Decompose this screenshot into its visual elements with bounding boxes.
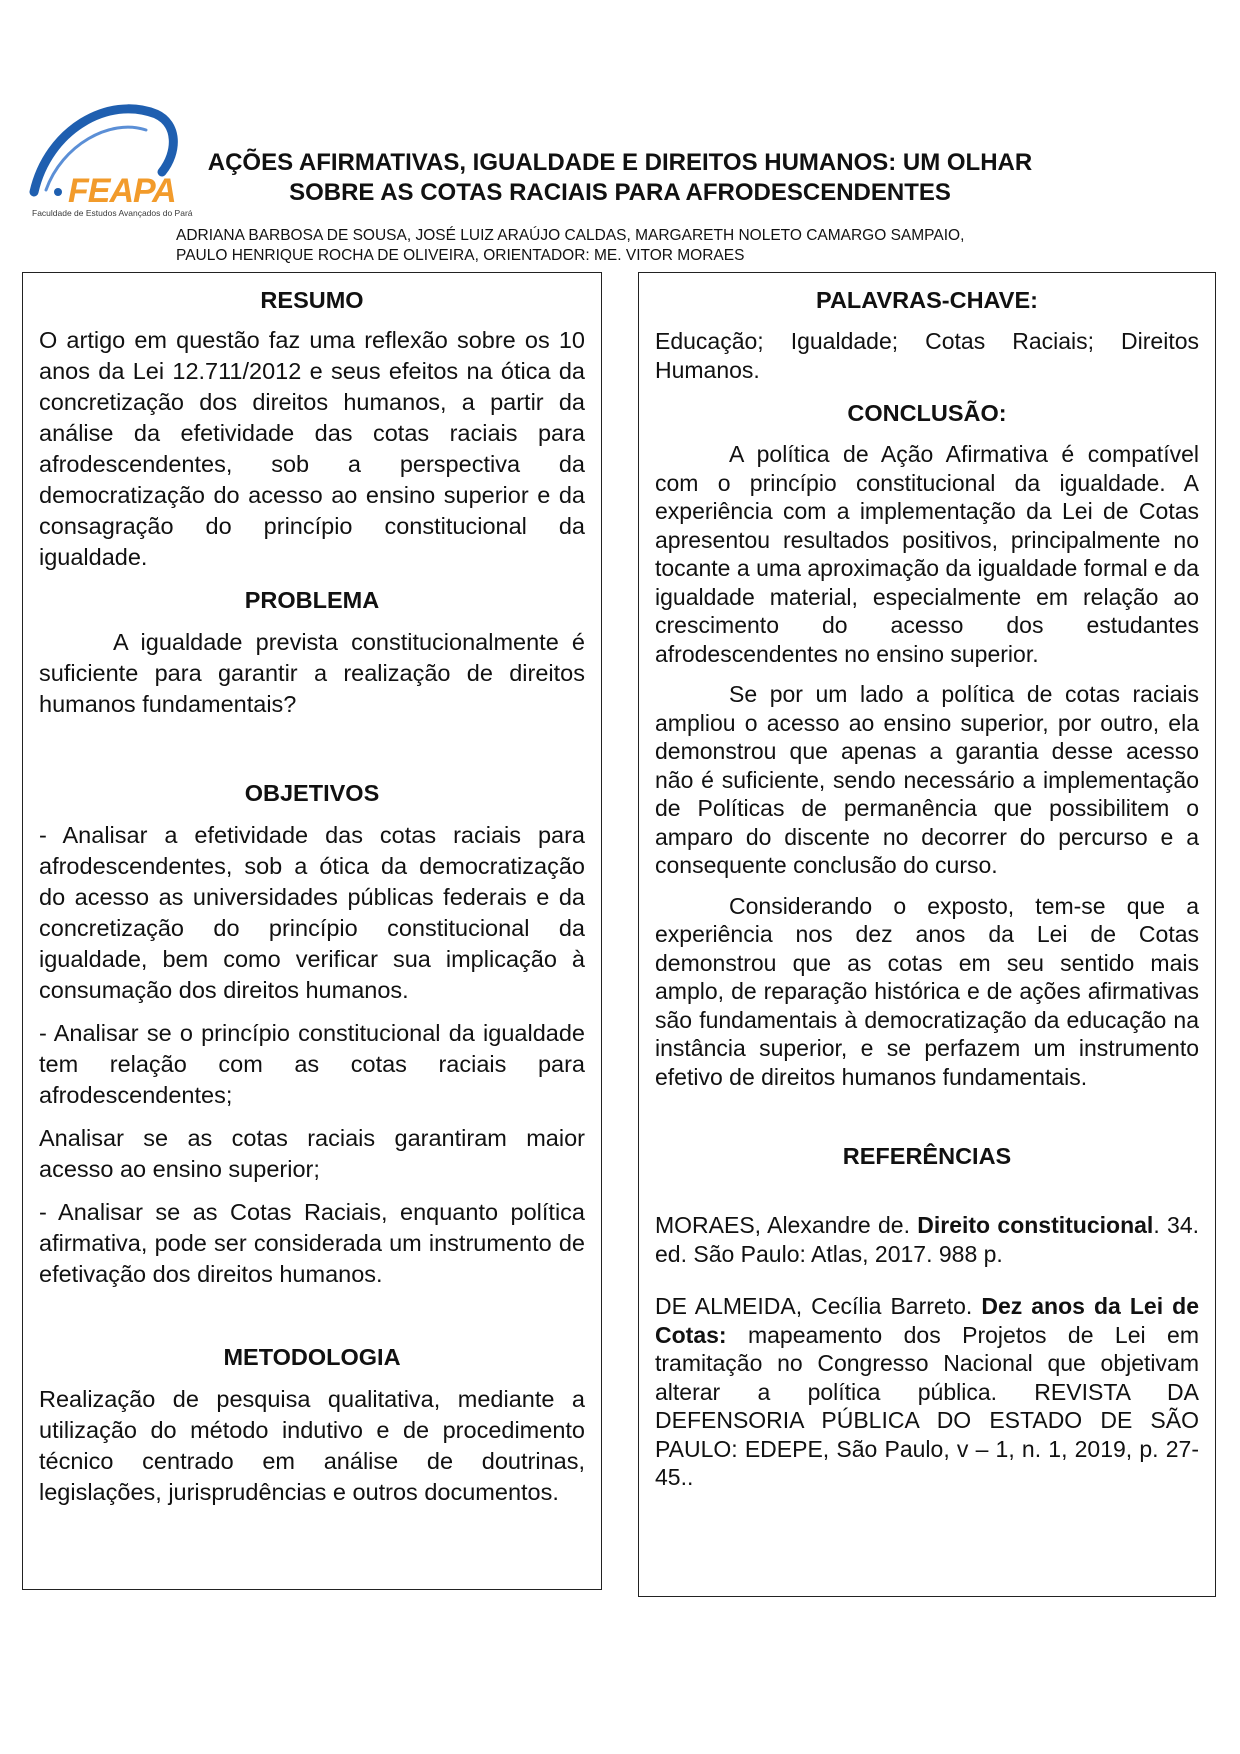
metodologia-text: Realização de pesquisa qualitativa, mediante a utilização do método indutivo e de procedimento técnico centrado em análise de doutrinas, legislações, jurisprudências e outros documentos. bbox=[39, 1386, 585, 1505]
conclusao-heading: CONCLUSÃO: bbox=[847, 400, 1007, 426]
logo-subtitle: Faculdade de Estudos Avançados do Pará bbox=[32, 208, 193, 218]
authors-line-1: ADRIANA BARBOSA DE SOUSA, JOSÉ LUIZ ARAÚJO CALDAS, MARGARETH NOLETO CAMARGO SAMPAIO, bbox=[176, 227, 965, 244]
logo-wordmark: FEAPA bbox=[68, 172, 176, 210]
page-title bbox=[180, 148, 1060, 208]
reference-details: . 34. ed. São Paulo: Atlas, 2017. 988 p. bbox=[655, 1212, 1199, 1267]
objetivos-heading: OBJETIVOS bbox=[244, 780, 380, 806]
conclusao-paragraph: A política de Ação Afirmativa é compatível com o princípio constitucional da igualdade. A experiência com a implementação da Lei de Cotas apresentou resultados positivos, principalmente no tocante a uma aproximação da igualdade formal e da igualdade material, especialmente em relação ao crescimento do acesso dos estudantes afrodescendentes no ensino superior. bbox=[655, 441, 1199, 667]
resumo-heading: RESUMO bbox=[260, 287, 364, 313]
reference-item bbox=[655, 1211, 1199, 1268]
objetivo-item: - Analisar se as Cotas Raciais, enquanto política afirmativa, pode ser considerada um instrumento de efetivação dos direitos humanos. bbox=[39, 1199, 585, 1287]
reference-title: Dez anos da Lei de Cotas: bbox=[655, 1293, 1199, 1348]
title-line-2: SOBRE AS COTAS RACIAIS PARA AFRODESCENDENTES bbox=[289, 179, 951, 206]
conclusao-paragraph: Se por um lado a política de cotas raciais ampliou o acesso ao ensino superior, por outro, ela demonstrou que apenas a garantia desse acesso não é suficiente, sendo necessário a implementação de Políticas de permanência que possibilitem o amparo do discente no decorrer do percurso e a consequente conclusão do curso. bbox=[655, 681, 1199, 878]
palavras-chave-text: Educação; Igualdade; Cotas Raciais; Direitos Humanos. bbox=[655, 328, 1199, 383]
reference-details: mapeamento dos Projetos de Lei em tramitação no Congresso Nacional que objetivam alterar a política pública. REVISTA DA DEFENSORIA PÚBLICA DO ESTADO DE SÃO PAULO: EDEPE, São Paulo, v – 1, n. 1, 2019, p. 27-45.. bbox=[655, 1321, 1199, 1490]
left-column-box bbox=[22, 272, 602, 1590]
resumo-text: O artigo em questão faz uma reflexão sobre os 10 anos da Lei 12.711/2012 e seus efeitos na ótica da concretização dos direitos humanos, a partir da análise da efetividade das cotas raciais para afrodescendentes, sob a perspectiva da democratização do acesso ao ensino superior e da consagração do princípio constitucional da igualdade. bbox=[39, 327, 585, 570]
objetivo-item: - Analisar a efetividade das cotas raciais para afrodescendentes, sob a ótica da democratização do acesso as universidades públicas federais e da concretização do princípio constitucional da igualdade, bem como verificar sua implicação à consumação dos direitos humanos. bbox=[39, 822, 585, 1003]
right-column-box bbox=[638, 272, 1216, 1597]
palavras-chave-heading: PALAVRAS-CHAVE: bbox=[816, 287, 1038, 313]
reference-item bbox=[655, 1292, 1199, 1492]
authors-line-2: PAULO HENRIQUE ROCHA DE OLIVEIRA, ORIENTADOR: ME. VITOR MORAES bbox=[176, 247, 745, 264]
objetivo-item: - Analisar se o princípio constitucional da igualdade tem relação com as cotas raciais para afrodescendentes; bbox=[39, 1020, 585, 1108]
objetivo-item: Analisar se as cotas raciais garantiram maior acesso ao ensino superior; bbox=[39, 1125, 585, 1182]
feapa-logo bbox=[28, 100, 193, 220]
referencias-heading: REFERÊNCIAS bbox=[842, 1143, 1012, 1169]
reference-title: Direito constitucional bbox=[917, 1212, 1154, 1238]
problema-heading: PROBLEMA bbox=[244, 587, 380, 613]
reference-author: MORAES, Alexandre de. bbox=[655, 1212, 918, 1238]
reference-author: DE ALMEIDA, Cecília Barreto. bbox=[655, 1293, 982, 1319]
authors bbox=[176, 226, 1076, 266]
problema-text: A igualdade prevista constitucionalmente é suficiente para garantir a realização de direitos humanos fundamentais? bbox=[39, 629, 585, 717]
metodologia-heading: METODOLOGIA bbox=[223, 1344, 401, 1370]
title-line-1: AÇÕES AFIRMATIVAS, IGUALDADE E DIREITOS HUMANOS: UM OLHAR bbox=[207, 149, 1033, 176]
conclusao-paragraph: Considerando o exposto, tem-se que a experiência nos dez anos da Lei de Cotas demonstrou que as cotas em seu sentido mais amplo, de reparação histórica e de ações afirmativas são fundamentais à democratização da educação na instância superior, e se perfazem um instrumento efetivo de direitos humanos fundamentais. bbox=[655, 892, 1199, 1090]
